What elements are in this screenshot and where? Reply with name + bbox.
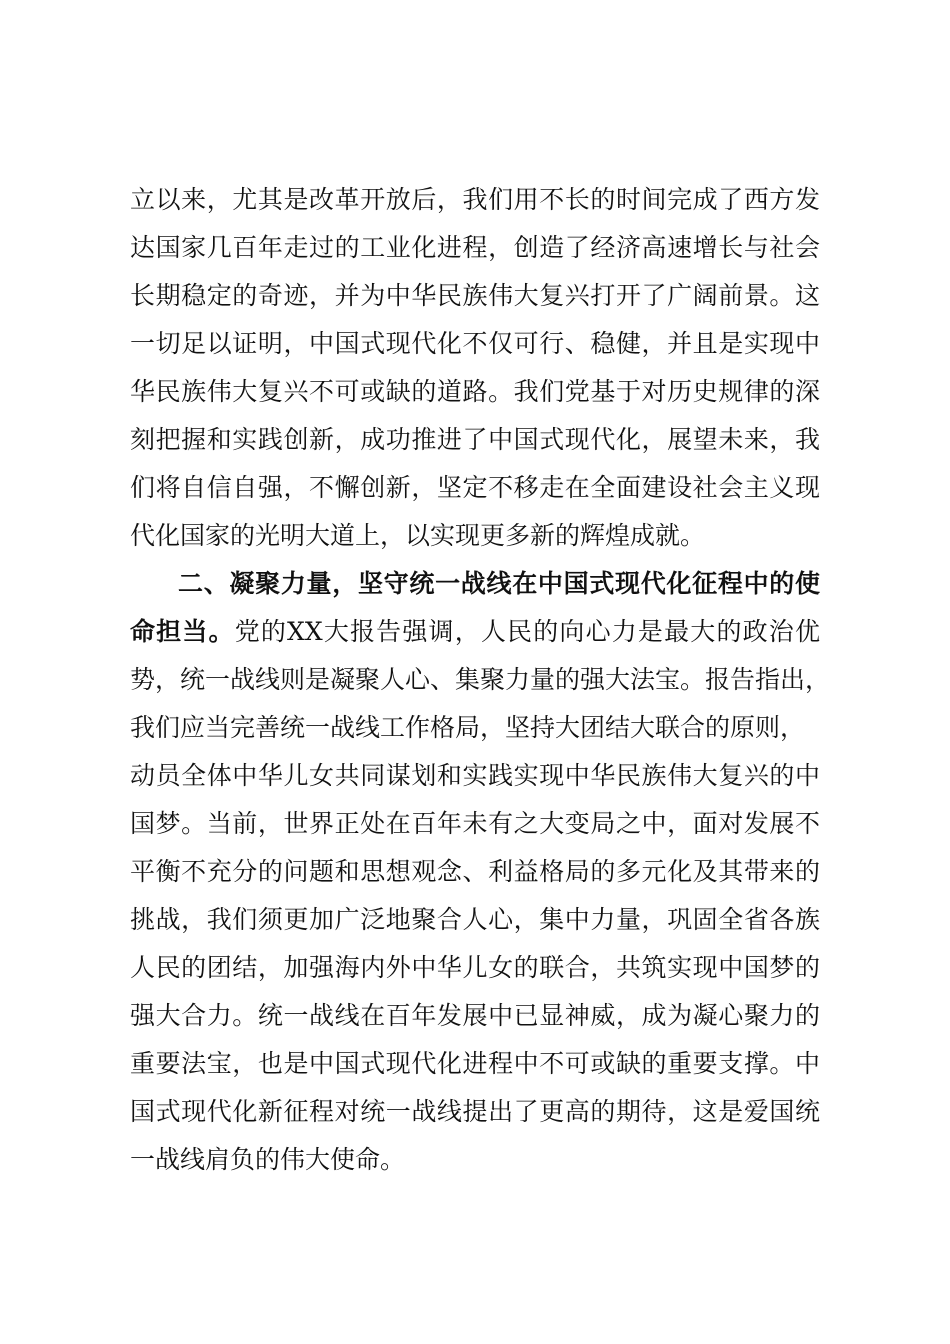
- paragraph-line: 国梦。当前，世界正处在百年未有之大变局之中，面对发展不: [130, 809, 820, 838]
- paragraph-line: 我们应当完善统一战线工作格局，坚持大团结大联合的原则，: [130, 713, 806, 742]
- paragraph-line: 重要法宝，也是中国式现代化进程中不可或缺的重要支撑。中: [130, 1049, 820, 1078]
- paragraph-line: 人民的团结，加强海内外中华儿女的联合，共筑实现中国梦的: [130, 953, 820, 982]
- paragraph-line: 代化国家的光明大道上，以实现更多新的辉煌成就。: [130, 521, 706, 550]
- paragraph-line: 势，统一战线则是凝聚人心、集聚力量的强大法宝。报告指出，: [130, 665, 831, 694]
- paragraph-line: 一战线肩负的伟大使命。: [130, 1145, 406, 1174]
- paragraph-line: 强大合力。统一战线在百年发展中已显神威，成为凝心聚力的: [130, 1001, 820, 1030]
- paragraph-line: 平衡不充分的问题和思想观念、利益格局的多元化及其带来的: [130, 857, 820, 886]
- paragraph-line: 长期稳定的奇迹，并为中华民族伟大复兴打开了广阔前景。这: [130, 281, 820, 310]
- paragraph-line: 一切足以证明，中国式现代化不仅可行、稳健，并且是实现中: [130, 329, 820, 358]
- paragraph-line: 国式现代化新征程对统一战线提出了更高的期待，这是爱国统: [130, 1097, 820, 1126]
- paragraph-line: 华民族伟大复兴不可或缺的道路。我们党基于对历史规律的深: [130, 377, 820, 406]
- paragraph-line: 达国家几百年走过的工业化进程，创造了经济高速增长与社会: [130, 233, 820, 262]
- paragraph-line: 刻把握和实践创新，成功推进了中国式现代化，展望未来，我: [130, 425, 820, 454]
- paragraph-text: 党的XX大报告强调，人民的向心力是最大的政治优: [234, 617, 820, 646]
- section-heading-end: 命担当。: [130, 617, 235, 646]
- paragraph-line: 们将自信自强，不懈创新，坚定不移走在全面建设社会主义现: [130, 473, 820, 502]
- paragraph-line: 立以来，尤其是改革开放后，我们用不长的时间完成了西方发: [130, 185, 820, 214]
- paragraph-line: [130, 612, 820, 652]
- paragraph-line: 动员全体中华儿女共同谋划和实践实现中华民族伟大复兴的中: [130, 761, 820, 790]
- paragraph-line: 挑战，我们须更加广泛地聚合人心，集中力量，巩固全省各族: [130, 905, 820, 934]
- section-heading: 二、凝聚力量，坚守统一战线在中国式现代化征程中的使: [178, 569, 820, 598]
